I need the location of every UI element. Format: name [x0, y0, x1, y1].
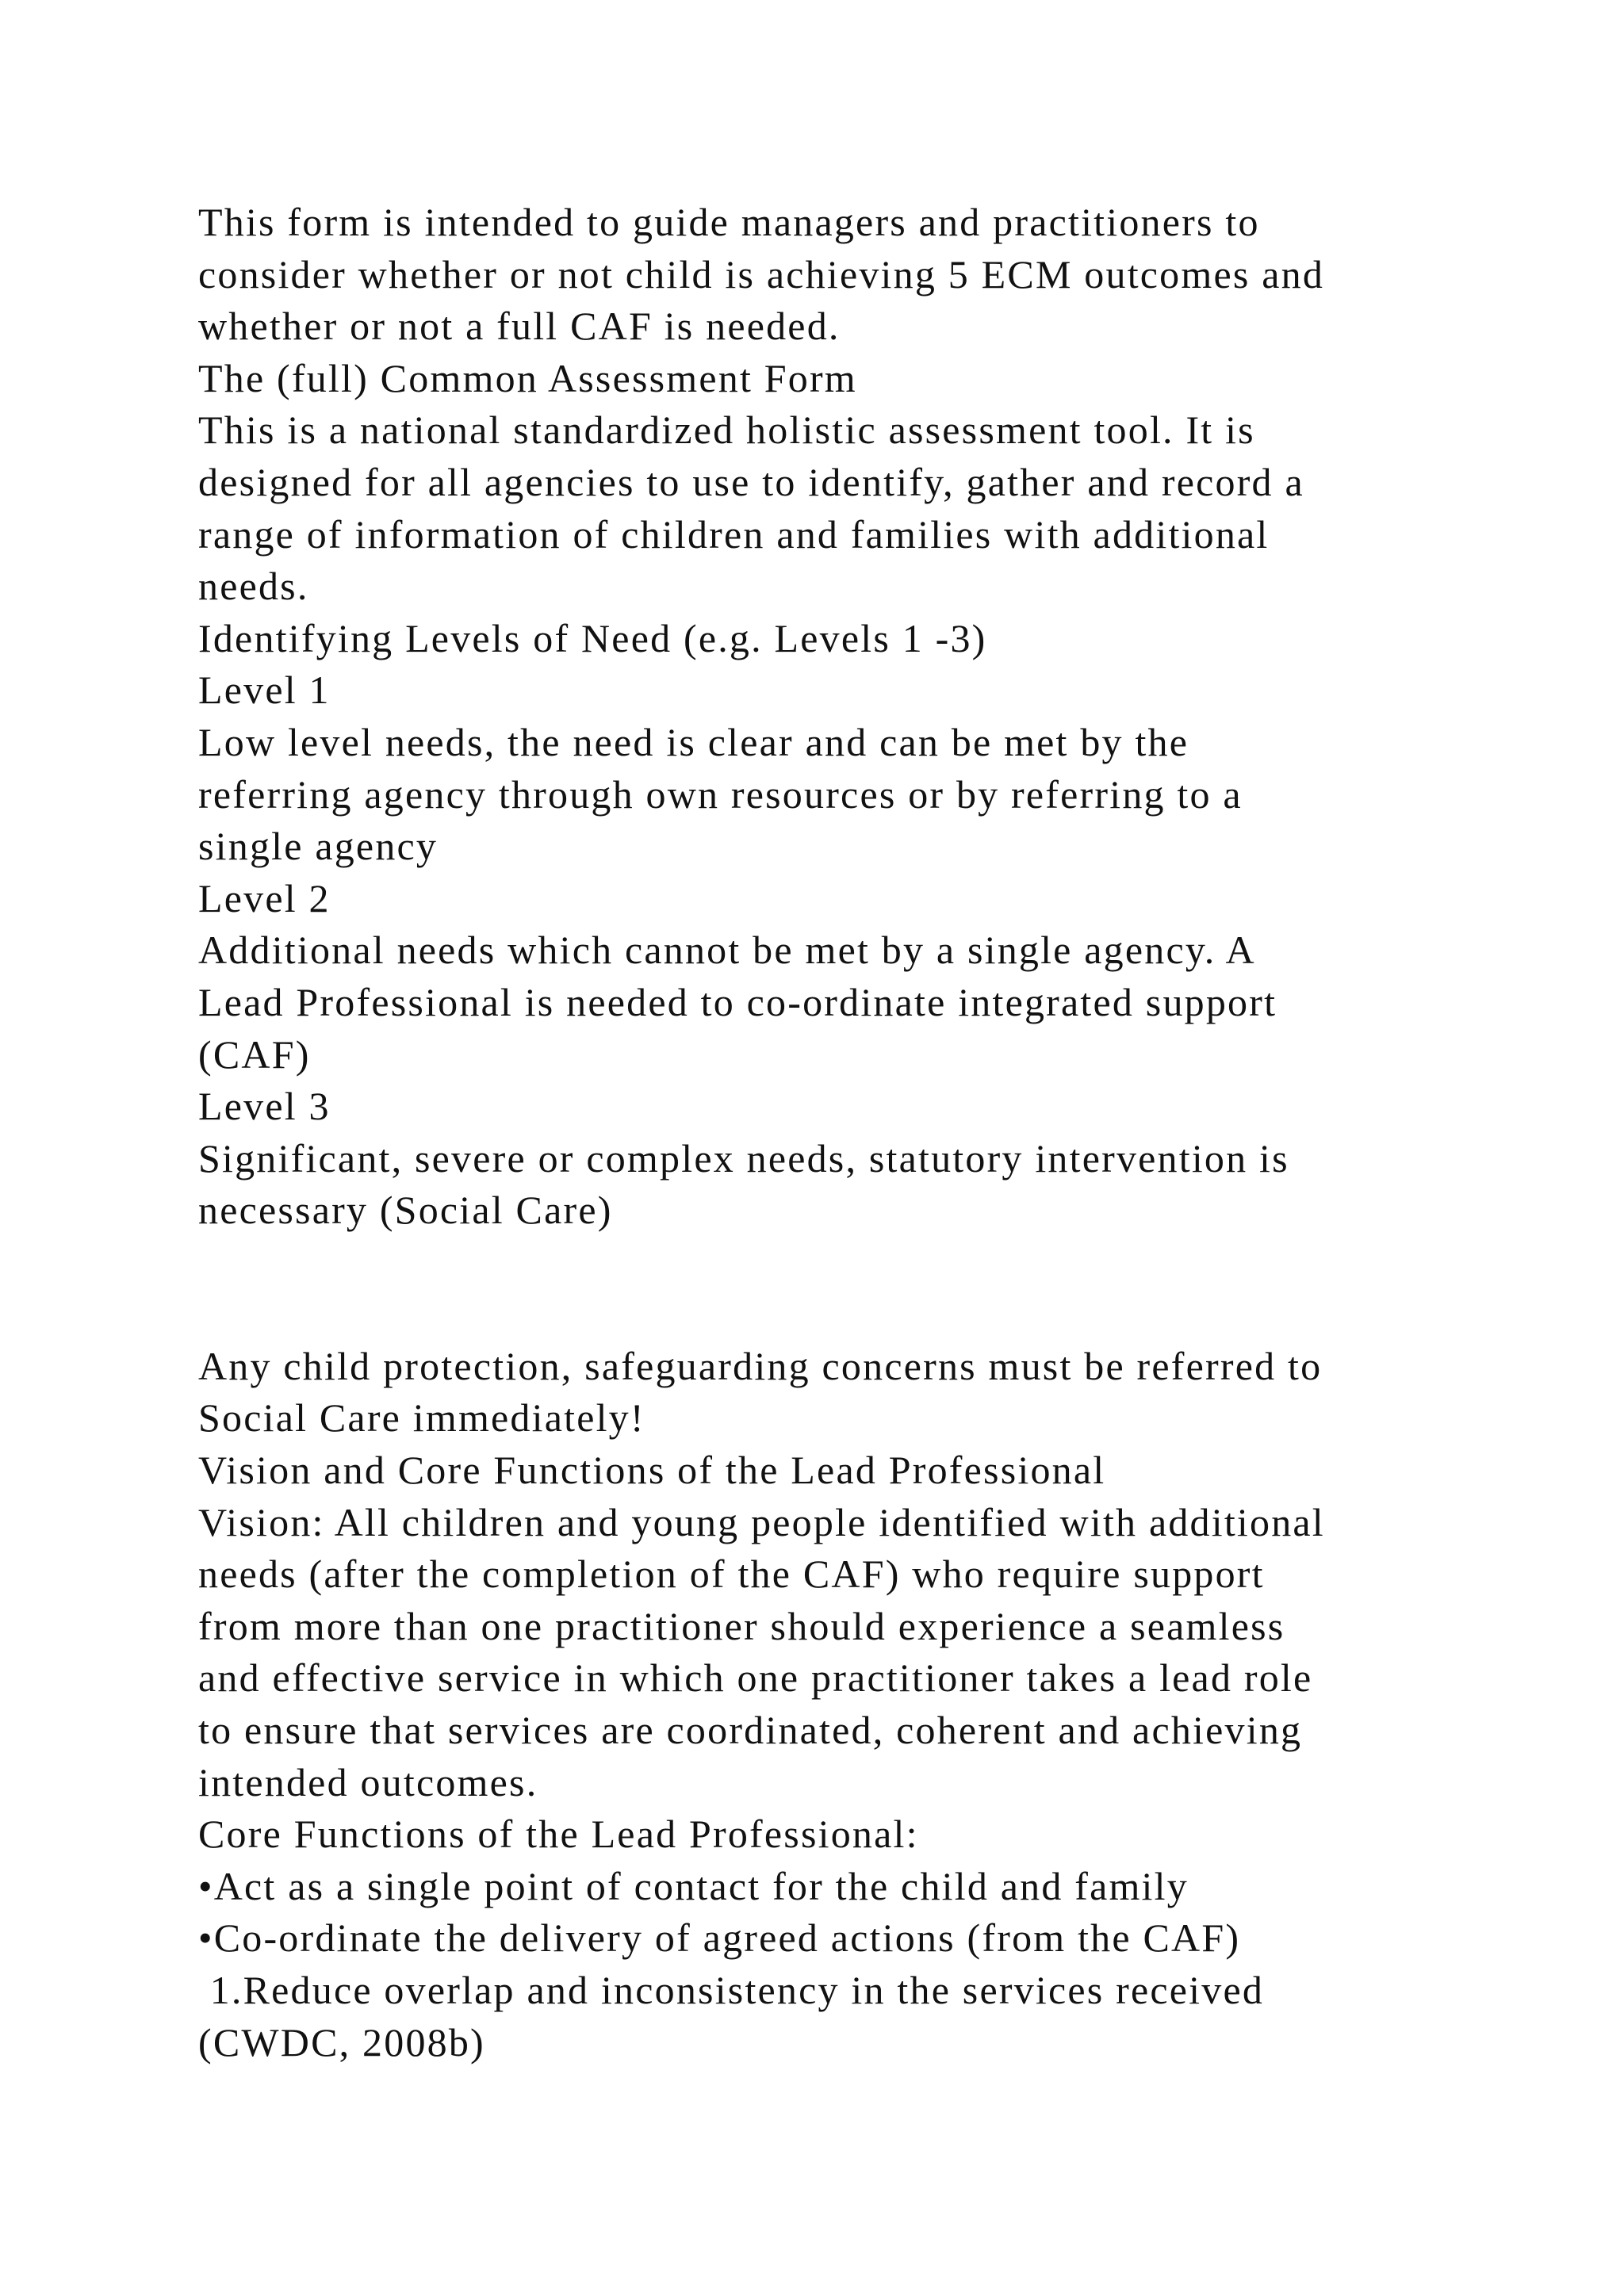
- level-1-description: Low level needs, the need is clear and can be met by the referring agency through own resources or by referring to a single agency: [198, 719, 1243, 869]
- core-function-item: •Act as a single point of contact for the child and family: [198, 1863, 1189, 1908]
- child-protection-notice: Any child protection, safeguarding concerns must be referred to Social Care immediately!: [198, 1343, 1323, 1441]
- section-heading-common-assessment-form: The (full) Common Assessment Form: [198, 355, 857, 400]
- core-function-numbered-item: 1.Reduce overlap and inconsistency in the services received (CWDC, 2008b): [198, 1968, 1265, 2064]
- document-body: [198, 197, 1499, 2068]
- core-functions-heading: Core Functions of the Lead Professional:: [198, 1812, 919, 1857]
- section-heading-vision-core-functions: Vision and Core Functions of the Lead Professional: [198, 1448, 1106, 1493]
- vision-paragraph: Vision: All children and young people identified with additional needs (after the completion of the CAF) who require support from more than one practitioner should experience a seamless and effective service in which one practitioner takes a lead role to ensure that services are coordinated, coherent and achieving intended outcomes.: [198, 1499, 1325, 1804]
- core-function-item: •Co-ordinate the delivery of agreed actions (from the CAF): [198, 1915, 1241, 1961]
- level-1-heading: Level 1: [198, 668, 331, 713]
- section-heading-levels-of-need: Identifying Levels of Need (e.g. Levels 1 -3): [198, 615, 987, 660]
- level-2-heading: Level 2: [198, 875, 331, 920]
- intro-paragraph: This form is intended to guide managers and practitioners to consider whether or not child is achieving 5 ECM outcomes and whether or not a full CAF is needed.: [198, 200, 1325, 349]
- level-3-heading: Level 3: [198, 1084, 331, 1129]
- level-3-description: Significant, severe or complex needs, statutory intervention is necessary (Social Care): [198, 1135, 1289, 1233]
- common-assessment-description: This is a national standardized holistic assessment tool. It is designed for all agencies to use to identify, gather and record a range of information of children and families with additional needs.: [198, 408, 1304, 609]
- level-2-description: Additional needs which cannot be met by a single agency. A Lead Professional is needed to co-ordinate integrated support (CAF): [198, 928, 1277, 1077]
- paragraph-spacer: [198, 1237, 1499, 1341]
